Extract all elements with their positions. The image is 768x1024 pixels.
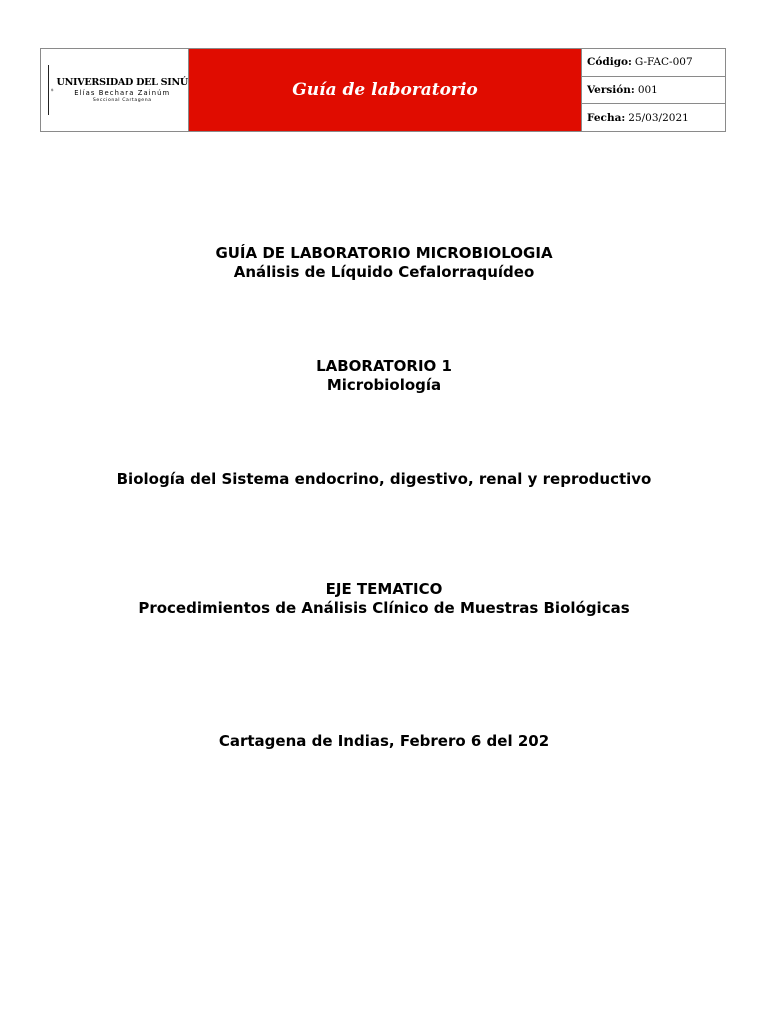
guide-subtitle: Análisis de Líquido Cefalorraquídeo bbox=[233, 263, 535, 281]
guide-title-block bbox=[0, 244, 768, 282]
version-row bbox=[582, 77, 725, 105]
lab-title: LABORATORIO 1 bbox=[316, 357, 452, 375]
codigo-label: Código: bbox=[587, 56, 632, 69]
version-value: 001 bbox=[637, 84, 658, 96]
course-name: Biología del Sistema endocrino, digestivo, renal y reproductivo bbox=[116, 470, 652, 488]
axis-title: EJE TEMATICO bbox=[325, 580, 443, 598]
lab-subtitle: Microbiología bbox=[326, 376, 442, 394]
place-date: Cartagena de Indias, Febrero 6 del 202 bbox=[218, 732, 550, 750]
university-emblem-icon bbox=[51, 74, 53, 106]
document-header bbox=[40, 48, 726, 132]
course-block bbox=[0, 470, 768, 489]
university-name: UNIVERSIDAD DEL SINÚ bbox=[56, 77, 188, 88]
header-title: Guía de laboratorio bbox=[292, 80, 478, 100]
codigo-row bbox=[582, 49, 725, 77]
logo-text bbox=[57, 77, 188, 103]
header-title-cell bbox=[189, 49, 581, 131]
place-date-block bbox=[0, 732, 768, 751]
university-logo bbox=[41, 49, 189, 131]
version-label: Versión: bbox=[587, 84, 635, 96]
axis-subtitle: Procedimientos de Análisis Clínico de Muestras Biológicas bbox=[138, 599, 630, 617]
fecha-value: 25/03/2021 bbox=[628, 111, 689, 124]
document-metadata bbox=[581, 49, 725, 131]
university-subtitle: Elías Bechara Zainúm bbox=[74, 89, 171, 97]
university-branch: Seccional Cartagena bbox=[92, 98, 152, 103]
guide-title: GUÍA DE LABORATORIO MICROBIOLOGIA bbox=[215, 244, 553, 262]
fecha-row bbox=[582, 104, 725, 131]
lab-block bbox=[0, 357, 768, 395]
fecha-label: Fecha: bbox=[587, 111, 626, 124]
axis-block bbox=[0, 580, 768, 618]
codigo-value: G-FAC-007 bbox=[634, 56, 693, 69]
